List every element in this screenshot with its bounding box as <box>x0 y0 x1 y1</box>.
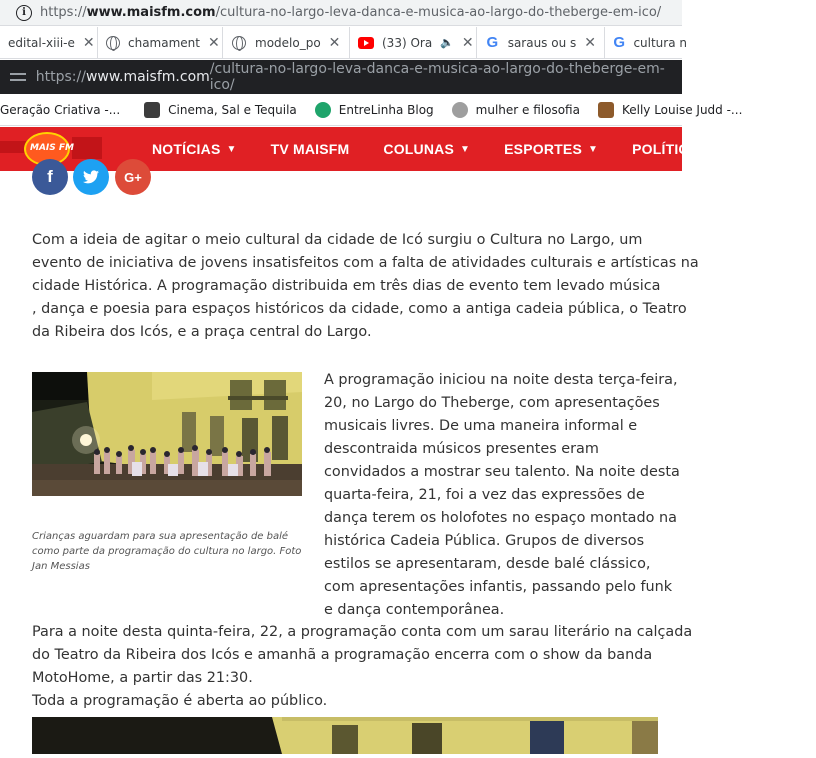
tab-saraus[interactable] <box>477 27 605 59</box>
address-host: www.maisfm.com <box>85 69 210 85</box>
nav-tv-maisfm[interactable] <box>271 141 350 157</box>
bookmark-label: EntreLinha Blog <box>338 102 434 117</box>
text-line: da Ribeira dos Icós, e a praça central do Largo. <box>32 324 372 340</box>
tune-icon[interactable] <box>10 70 26 84</box>
bookmark-entrelinha[interactable] <box>315 102 434 118</box>
close-icon[interactable]: ✕ <box>82 34 95 51</box>
nav-politica[interactable] <box>632 141 715 157</box>
building-photo <box>32 717 658 754</box>
bookmark-mulher-filosofia[interactable] <box>452 102 580 118</box>
text-line: musicais livres. De uma maneira informal e <box>324 418 638 434</box>
globe-icon <box>452 102 468 118</box>
nav-label: ESPORTES <box>504 141 582 157</box>
globe-icon <box>231 35 247 51</box>
nav-label: TV MAISFM <box>270 141 350 157</box>
chevron-down-icon: ▼ <box>460 143 471 155</box>
tab-cultura[interactable] <box>605 27 695 59</box>
twitter-icon <box>83 170 99 184</box>
info-icon[interactable]: i <box>16 5 32 21</box>
text-line: cidade Histórica. A programação distribuida em três dias de evento tem levado música <box>32 278 661 294</box>
text-line: e dança contemporânea. <box>324 602 505 618</box>
article-paragraph-program <box>324 369 680 622</box>
blog-icon <box>315 102 331 118</box>
text-line: Com a ideia de agitar o meio cultural da cidade de Icó surgiu o Cultura no Largo, um <box>32 232 643 248</box>
tab-youtube[interactable] <box>350 27 477 59</box>
address-bar[interactable] <box>0 60 682 94</box>
bookmark-label: mulher e filosofia <box>475 102 580 117</box>
article-photo-building[interactable] <box>32 717 658 754</box>
tab-title: saraus ou s <box>507 35 577 50</box>
text-line: dança terem os holofotes no espaço montado na <box>324 510 677 526</box>
twitter-share-button[interactable] <box>73 159 109 195</box>
url-path: /cultura-no-largo-leva-danca-e-musica-ao-largo-do-theberge-em-ico/ <box>215 5 662 20</box>
hover-url-bar <box>0 0 682 26</box>
facebook-icon: f <box>47 167 53 186</box>
address-scheme: https:// <box>35 69 86 85</box>
night-square-photo <box>32 372 302 496</box>
text-line: com apresentações infantis, passando pelo funk <box>324 579 673 595</box>
tab-modelo[interactable] <box>223 27 350 59</box>
google-plus-icon: G+ <box>124 169 142 185</box>
google-plus-share-button[interactable] <box>115 159 151 195</box>
text-line: A programação iniciou na noite desta terça-feira, <box>324 372 678 388</box>
text-line: Para a noite desta quinta-feira, 22, a programação conta com um sarau literário na calçada <box>32 624 693 640</box>
image-icon <box>598 102 614 118</box>
nav-label: ENTRET <box>749 141 807 157</box>
bookmark-cinema[interactable] <box>144 102 297 118</box>
close-icon[interactable]: ✕ <box>207 34 220 51</box>
nav-label: NOTÍCIAS <box>152 141 221 157</box>
caption-line: como parte da programação do cultura no largo. Foto <box>32 546 302 557</box>
text-line: Toda a programação é aberta ao público. <box>32 693 328 709</box>
tab-title: chamament <box>128 35 200 50</box>
close-icon[interactable]: ✕ <box>461 34 474 51</box>
article-paragraph-closing <box>32 621 693 713</box>
chevron-down-icon: ▼ <box>705 143 716 155</box>
url-scheme: https:// <box>40 5 87 20</box>
close-icon[interactable]: ✕ <box>584 34 596 51</box>
globe-icon <box>106 35 120 51</box>
youtube-icon <box>358 35 374 51</box>
nav-noticias[interactable] <box>152 141 237 157</box>
bookmark-label: Geração Criativa -... <box>0 102 121 117</box>
google-icon: G <box>613 34 626 51</box>
text-line: quarta-feira, 21, foi a vez das expressões de <box>324 487 645 503</box>
text-line: descontraida músicos presentes eram <box>324 441 599 457</box>
text-line: convidados a mostrar seu talento. Na noite desta <box>324 464 680 480</box>
text-line: MotoHome, a partir das 21:30. <box>32 670 253 686</box>
caption-line: Crianças aguardam para sua apresentação de balé <box>32 531 289 542</box>
chevron-down-icon: ▼ <box>587 143 599 155</box>
tab-edital[interactable] <box>0 27 98 59</box>
caption-line: Jan Messias <box>32 561 90 572</box>
logo-text: MAIS FM <box>30 143 74 153</box>
address-path: /cultura-no-largo-leva-danca-e-musica-ao-largo-do-theberge-em-ico/ <box>209 61 665 93</box>
facebook-share-button[interactable] <box>32 159 68 195</box>
nav-label: COLUNAS <box>383 141 455 157</box>
article-paragraph-intro <box>32 229 699 344</box>
text-line: , dança e poesia para espaços históricos da cidade, como a antiga cadeia pública, o Teatro <box>32 301 687 317</box>
bookmarks-bar <box>0 94 743 126</box>
bookmark-kelly-judd[interactable] <box>598 102 742 118</box>
main-nav <box>104 141 816 157</box>
nav-label: POLÍTICA <box>632 141 700 157</box>
text-line: 20, no Largo do Theberge, com apresentações <box>324 395 660 411</box>
tab-strip <box>0 27 687 59</box>
close-icon[interactable]: ✕ <box>328 34 341 51</box>
film-icon <box>144 102 160 118</box>
url-host: www.maisfm.com <box>86 5 216 20</box>
bookmark-label: Cinema, Sal e Tequila <box>168 102 297 117</box>
nav-esportes[interactable] <box>504 141 598 157</box>
text-line: histórica Cadeia Pública. Grupos de diversos <box>324 533 645 549</box>
bookmark-label: Kelly Louise Judd -... <box>621 102 743 117</box>
tab-title: cultura n <box>633 35 687 50</box>
text-line: do Teatro da Ribeira dos Icós e amanhã a programação encerra com o show da banda <box>32 647 653 663</box>
bookmark-geracao-criativa[interactable] <box>0 103 120 117</box>
tab-title: (33) Ora <box>382 35 433 50</box>
tab-title: modelo_po <box>255 35 321 50</box>
text-line: estilos se apresentaram, desde balé clássico, <box>324 556 651 572</box>
speaker-icon[interactable]: 🔈 <box>440 36 454 49</box>
tab-chamamento[interactable] <box>98 27 223 59</box>
nav-entretenimento[interactable] <box>749 141 806 157</box>
text-line: evento de iniciativa de jovens insatisfeitos com a falta de atividades culturais e artísticas na <box>32 255 699 271</box>
chevron-down-icon: ▼ <box>226 143 237 155</box>
photo-caption <box>32 529 312 574</box>
google-icon: G <box>486 34 499 51</box>
tab-title: edital-xiii-e <box>8 35 75 50</box>
article-photo-children-dance[interactable] <box>32 372 302 496</box>
nav-colunas[interactable] <box>383 141 470 157</box>
